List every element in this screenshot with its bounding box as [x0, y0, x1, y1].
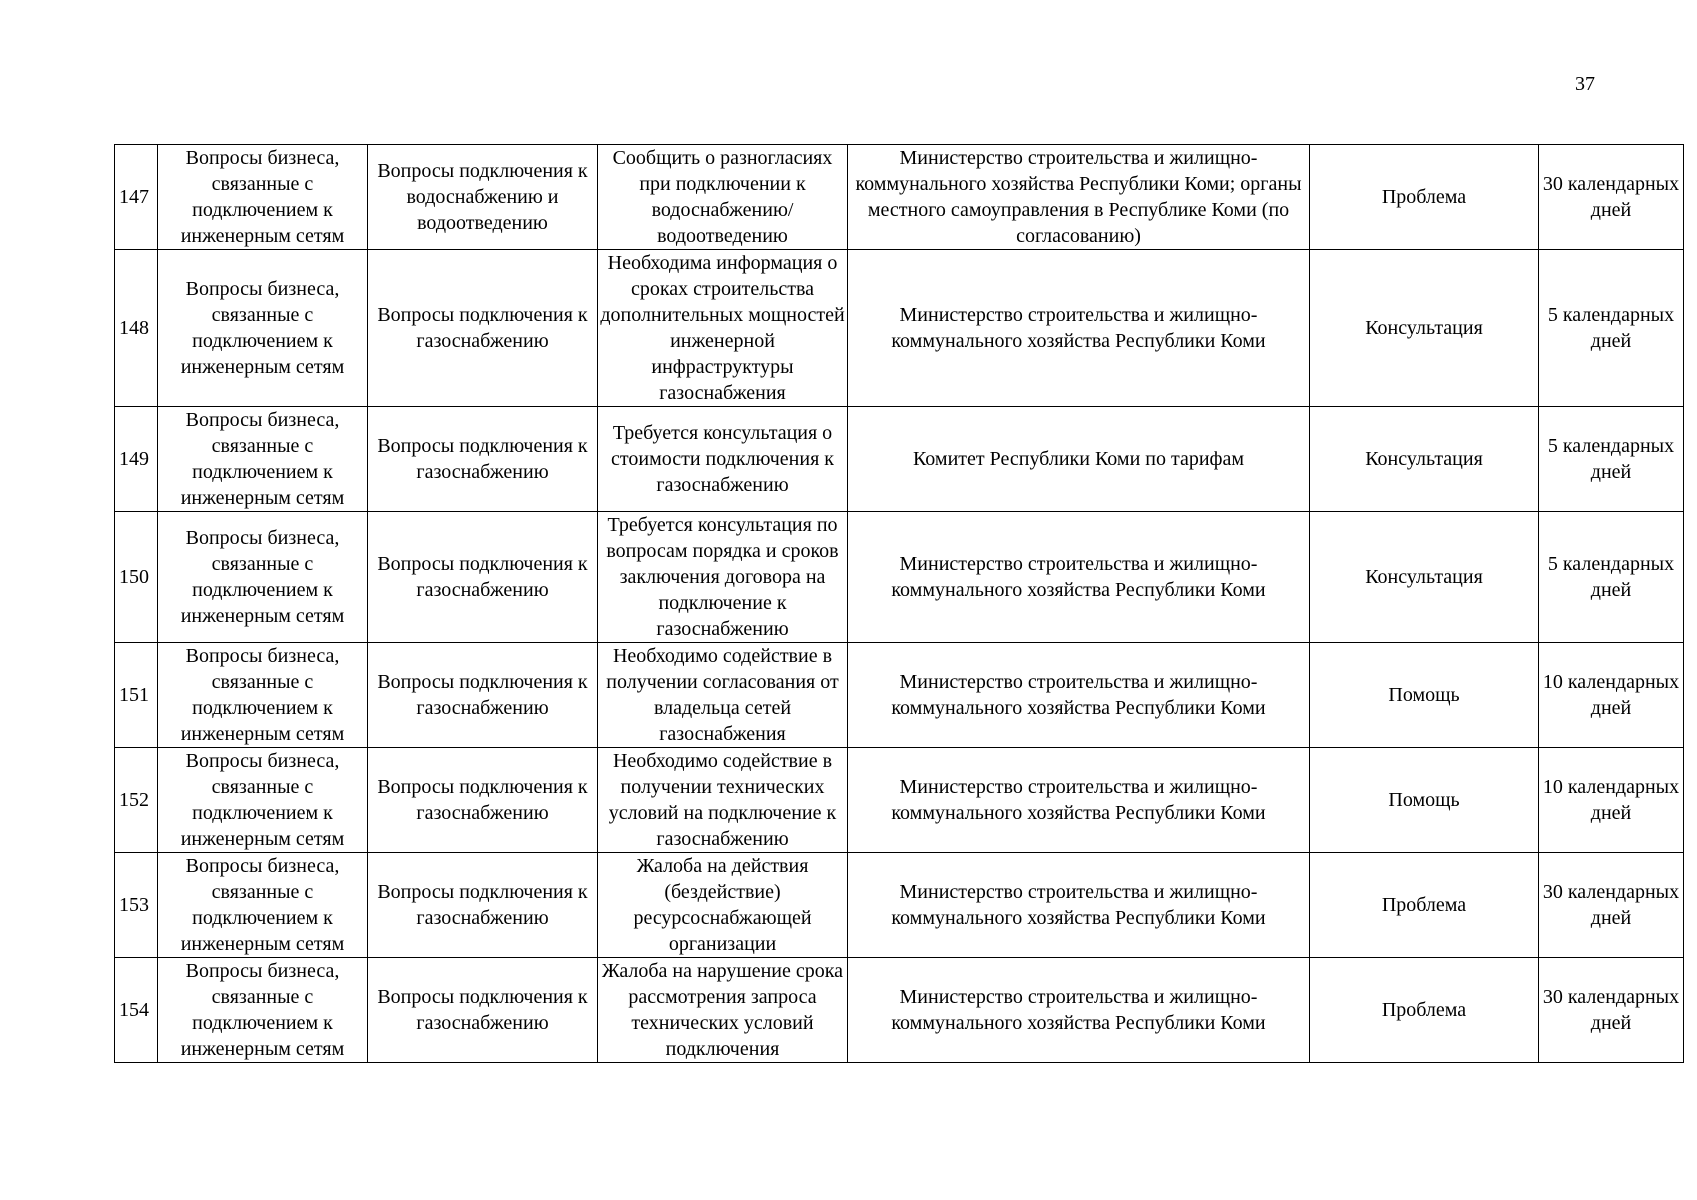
term-cell: 10 календарных дней	[1539, 643, 1684, 748]
topic-cell: Жалоба на действия (бездействие) ресурсоснабжающей организации	[598, 853, 848, 958]
category-cell: Вопросы бизнеса, связанные с подключением к инженерным сетям	[158, 145, 368, 250]
type-cell: Проблема	[1310, 958, 1539, 1063]
topic-cell: Требуется консультация по вопросам порядка и сроков заключения договора на подключение к газоснабжению	[598, 512, 848, 643]
table-row	[115, 145, 1684, 250]
row-number: 151	[115, 643, 158, 748]
row-number: 149	[115, 407, 158, 512]
topic-cell: Необходима информация о сроках строительства дополнительных мощностей инженерной инфраструктуры газоснабжения	[598, 250, 848, 407]
subcategory-cell: Вопросы подключения к газоснабжению	[368, 250, 598, 407]
subcategory-cell: Вопросы подключения к газоснабжению	[368, 407, 598, 512]
type-cell: Помощь	[1310, 748, 1539, 853]
type-cell: Проблема	[1310, 853, 1539, 958]
row-number: 152	[115, 748, 158, 853]
type-cell: Консультация	[1310, 407, 1539, 512]
term-cell: 30 календарных дней	[1539, 853, 1684, 958]
category-cell: Вопросы бизнеса, связанные с подключением к инженерным сетям	[158, 853, 368, 958]
table-row	[115, 250, 1684, 407]
table-row	[115, 748, 1684, 853]
subcategory-cell: Вопросы подключения к газоснабжению	[368, 853, 598, 958]
category-cell: Вопросы бизнеса, связанные с подключением к инженерным сетям	[158, 407, 368, 512]
subcategory-cell: Вопросы подключения к водоснабжению и водоотведению	[368, 145, 598, 250]
table-row	[115, 958, 1684, 1063]
type-cell: Помощь	[1310, 643, 1539, 748]
responsible-cell: Комитет Республики Коми по тарифам	[848, 407, 1310, 512]
topic-cell: Жалоба на нарушение срока рассмотрения запроса технических условий подключения	[598, 958, 848, 1063]
responsible-cell: Министерство строительства и жилищно-коммунального хозяйства Республики Коми	[848, 643, 1310, 748]
table-row	[115, 853, 1684, 958]
row-number: 153	[115, 853, 158, 958]
term-cell: 30 календарных дней	[1539, 958, 1684, 1063]
type-cell: Проблема	[1310, 145, 1539, 250]
page-number: 37	[1575, 73, 1595, 95]
category-cell: Вопросы бизнеса, связанные с подключением к инженерным сетям	[158, 643, 368, 748]
term-cell: 5 календарных дней	[1539, 512, 1684, 643]
table-row	[115, 512, 1684, 643]
responsible-cell: Министерство строительства и жилищно-коммунального хозяйства Республики Коми; органы местного самоуправления в Республике Коми (по согласованию)	[848, 145, 1310, 250]
subcategory-cell: Вопросы подключения к газоснабжению	[368, 748, 598, 853]
type-cell: Консультация	[1310, 250, 1539, 407]
responsible-cell: Министерство строительства и жилищно-коммунального хозяйства Республики Коми	[848, 250, 1310, 407]
row-number: 150	[115, 512, 158, 643]
type-cell: Консультация	[1310, 512, 1539, 643]
topic-cell: Необходимо содействие в получении согласования от владельца сетей газоснабжения	[598, 643, 848, 748]
responsible-cell: Министерство строительства и жилищно-коммунального хозяйства Республики Коми	[848, 512, 1310, 643]
table-row	[115, 407, 1684, 512]
topic-cell: Требуется консультация о стоимости подключения к газоснабжению	[598, 407, 848, 512]
topic-cell: Сообщить о разногласиях при подключении к водоснабжению/водоотведению	[598, 145, 848, 250]
row-number: 148	[115, 250, 158, 407]
responsible-cell: Министерство строительства и жилищно-коммунального хозяйства Республики Коми	[848, 853, 1310, 958]
responsible-cell: Министерство строительства и жилищно-коммунального хозяйства Республики Коми	[848, 748, 1310, 853]
services-table	[114, 144, 1684, 1063]
category-cell: Вопросы бизнеса, связанные с подключением к инженерным сетям	[158, 250, 368, 407]
term-cell: 5 календарных дней	[1539, 407, 1684, 512]
term-cell: 5 календарных дней	[1539, 250, 1684, 407]
row-number: 154	[115, 958, 158, 1063]
category-cell: Вопросы бизнеса, связанные с подключением к инженерным сетям	[158, 958, 368, 1063]
term-cell: 10 календарных дней	[1539, 748, 1684, 853]
topic-cell: Необходимо содействие в получении технических условий на подключение к газоснабжению	[598, 748, 848, 853]
subcategory-cell: Вопросы подключения к газоснабжению	[368, 643, 598, 748]
subcategory-cell: Вопросы подключения к газоснабжению	[368, 512, 598, 643]
table-row	[115, 643, 1684, 748]
row-number: 147	[115, 145, 158, 250]
term-cell: 30 календарных дней	[1539, 145, 1684, 250]
category-cell: Вопросы бизнеса, связанные с подключением к инженерным сетям	[158, 512, 368, 643]
category-cell: Вопросы бизнеса, связанные с подключением к инженерным сетям	[158, 748, 368, 853]
responsible-cell: Министерство строительства и жилищно-коммунального хозяйства Республики Коми	[848, 958, 1310, 1063]
subcategory-cell: Вопросы подключения к газоснабжению	[368, 958, 598, 1063]
